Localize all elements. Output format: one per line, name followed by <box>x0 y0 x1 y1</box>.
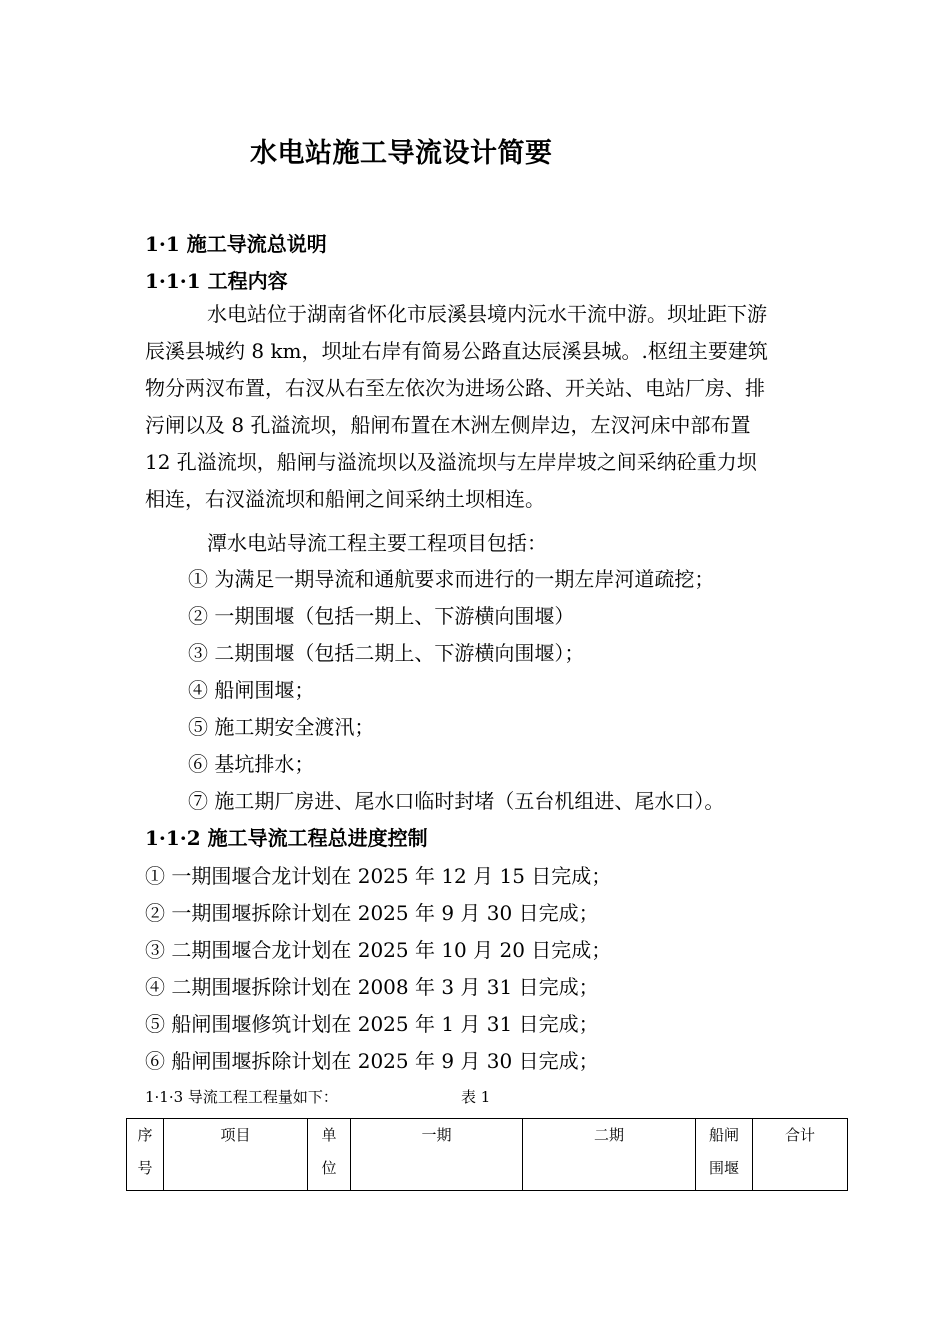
header-line: 一期 <box>421 1126 452 1144</box>
table-caption: 1·1·3 导流工程工程量如下： <box>145 1088 338 1106</box>
list-item: ③ 二期围堰（包括二期上、下游横向围堰）； <box>188 641 585 665</box>
list-item: ② 一期围堰（包括一期上、下游横向围堰） <box>188 604 575 628</box>
paragraph-items-intro: 潭水电站导流工程主要工程项目包括： <box>207 531 547 555</box>
paragraph-line: 物分两汊布置，右汊从右至左依次为进场公路、开关站、电站厂房、排 <box>145 376 765 400</box>
paragraph-project-description <box>145 296 840 518</box>
paragraph-line: 12 孔溢流坝，船闸与溢流坝以及溢流坝与左岸岸坡之间采纳砼重力坝 <box>145 450 757 474</box>
list-item: ④ 船闸围堰； <box>188 678 315 702</box>
paragraph-line: 水电站位于湖南省怀化市辰溪县境内沅水干流中游。坝址距下游 <box>207 302 767 326</box>
schedule-item: ⑥ 船闸围堰拆除计划在 2025 年 9 月 30 日完成； <box>145 1049 599 1073</box>
heading-1-1-2: 1·1·2 施工导流工程总进度控制 <box>145 826 428 850</box>
paragraph-line: 污闸以及 8 孔溢流坝，船闸布置在木洲左侧岸边，左汊河床中部布置 <box>145 413 751 437</box>
header-line: 号 <box>137 1159 153 1177</box>
paragraph-line: 辰溪县城约 8 km，坝址右岸有简易公路直达辰溪县城。.枢纽主要建筑 <box>145 339 768 363</box>
table-header-cell <box>308 1119 351 1191</box>
header-line: 单 <box>321 1126 337 1144</box>
header-line: 围堰 <box>708 1159 739 1177</box>
table-header-cell <box>696 1119 753 1191</box>
heading-1-1: 1·1 施工导流总说明 <box>145 232 327 256</box>
header-line: 合计 <box>784 1126 815 1144</box>
paragraph-line: 相连，右汊溢流坝和船闸之间采纳土坝相连。 <box>145 487 545 511</box>
list-item: ⑤ 施工期安全渡汛； <box>188 715 375 739</box>
header-line: 项目 <box>220 1126 251 1144</box>
heading-1-1-1: 1·1·1 工程内容 <box>145 269 288 293</box>
table-header-cell <box>351 1119 523 1191</box>
table-header-cell <box>523 1119 696 1191</box>
list-item: ⑥ 基坑排水； <box>188 752 315 776</box>
list-item: ⑦ 施工期厂房进、尾水口临时封堵（五台机组进、尾水口）。 <box>188 789 725 813</box>
quantities-table <box>126 1118 848 1191</box>
schedule-item: ⑤ 船闸围堰修筑计划在 2025 年 1 月 31 日完成； <box>145 1012 599 1036</box>
list-item: ① 为满足一期导流和通航要求而进行的一期左岸河道疏挖； <box>188 567 715 591</box>
header-line: 船闸 <box>708 1126 739 1144</box>
schedule-item: ③ 二期围堰合龙计划在 2025 年 10 月 20 日完成； <box>145 938 612 962</box>
table-header-cell <box>164 1119 308 1191</box>
schedule-item: ① 一期围堰合龙计划在 2025 年 12 月 15 日完成； <box>145 864 612 888</box>
document-title: 水电站施工导流设计简要 <box>250 138 553 169</box>
header-line: 序 <box>137 1126 153 1144</box>
table-header-cell <box>753 1119 848 1191</box>
header-line: 二期 <box>593 1126 624 1144</box>
header-line: 位 <box>321 1159 337 1177</box>
table-header-cell <box>127 1119 164 1191</box>
table-number: 表 1 <box>461 1088 491 1106</box>
table-header-row <box>127 1119 848 1191</box>
schedule-item: ④ 二期围堰拆除计划在 2008 年 3 月 31 日完成； <box>145 975 599 999</box>
schedule-item: ② 一期围堰拆除计划在 2025 年 9 月 30 日完成； <box>145 901 599 925</box>
